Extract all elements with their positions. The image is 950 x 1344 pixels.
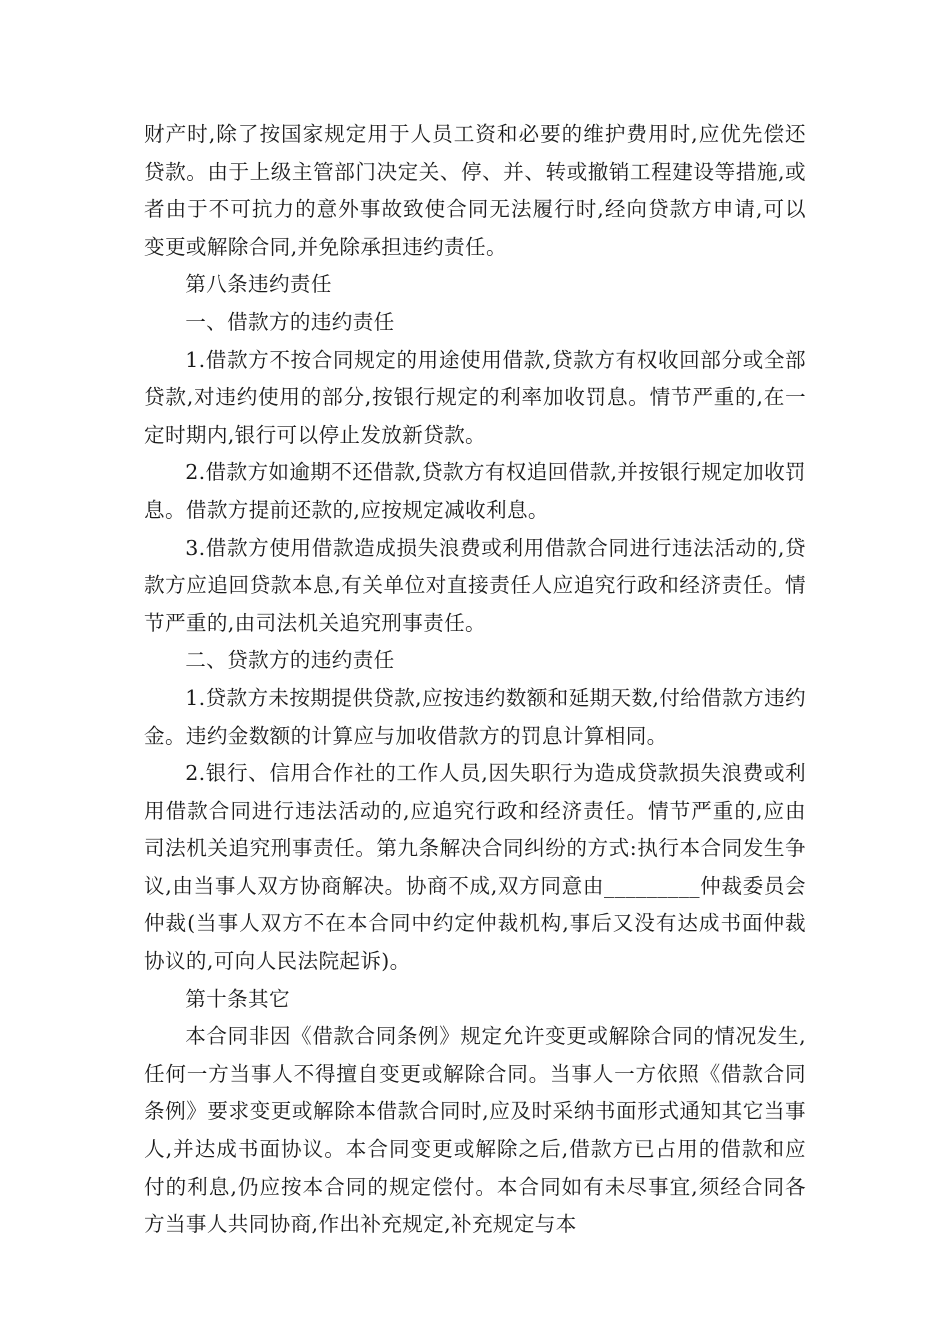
article-10-body: 本合同非因《借款合同条例》规定允许变更或解除合同的情况发生,任何一方当事人不得擅自变更或解除合同。当事人一方依照《借款合同条例》要求变更或解除本借款合同时,应及时采纳书面形式通知其它当事人,并达成书面协议。本合同变更或解除之后,借款方已占用的借款和应付的利息,仍应按本合同的规定偿付。本合同如有未尽事宜,须经合同各方当事人共同协商,作出补充规定,补充规定与本 <box>144 1024 806 1237</box>
paragraph-continued: 财产时,除了按国家规定用于人员工资和必要的维护费用时,应优先偿还贷款。由于上级主管部门决定关、停、并、转或撤销工程建设等措施,或者由于不可抗力的意外事故致使合同无法履行时,经向贷款方申请,可以变更或解除合同,并免除承担违约责任。 <box>144 122 806 259</box>
lender-liability-item-1: 1.贷款方未按期提供贷款,应按违约数额和延期天数,付给借款方违约金。违约金数额的计算应与加收借款方的罚息计算相同。 <box>144 685 806 748</box>
document-body <box>144 116 806 1244</box>
article-8-heading: 第八条违约责任 <box>185 272 332 297</box>
borrower-liability-item-3: 3.借款方使用借款造成损失浪费或利用借款合同进行违法活动的,贷款方应追回贷款本息,有关单位对直接责任人应追究行政和经济责任。情节严重的,由司法机关追究刑事责任。 <box>144 535 806 635</box>
borrower-liability-item-2: 2.借款方如逾期不还借款,贷款方有权追回借款,并按银行规定加收罚息。借款方提前还款的,应按规定减收利息。 <box>144 460 806 522</box>
borrower-liability-item-1: 1.借款方不按合同规定的用途使用借款,贷款方有权收回部分或全部贷款,对违约使用的部分,按银行规定的利率加收罚息。情节严重的,在一定时期内,银行可以停止发放新贷款。 <box>144 347 806 447</box>
lender-liability-heading: 二、贷款方的违约责任 <box>185 648 395 673</box>
lender-liability-item-2: 2.银行、信用合作社的工作人员,因失职行为造成贷款损失浪费或利用借款合同进行违法活动的,应追究行政和经济责任。情节严重的,应由司法机关追究刑事责任。第九条解决合同纠纷的方式:执行本合同发生争议,由当事人双方协商解决。协商不成,双方同意由_________仲裁委员会仲裁(当事人双方不在本合同中约定仲裁机构,事后又没有达成书面仲裁协议的,可向人民法院起诉)。 <box>144 761 806 974</box>
borrower-liability-heading: 一、借款方的违约责任 <box>185 309 395 334</box>
article-10-heading: 第十条其它 <box>185 986 290 1011</box>
